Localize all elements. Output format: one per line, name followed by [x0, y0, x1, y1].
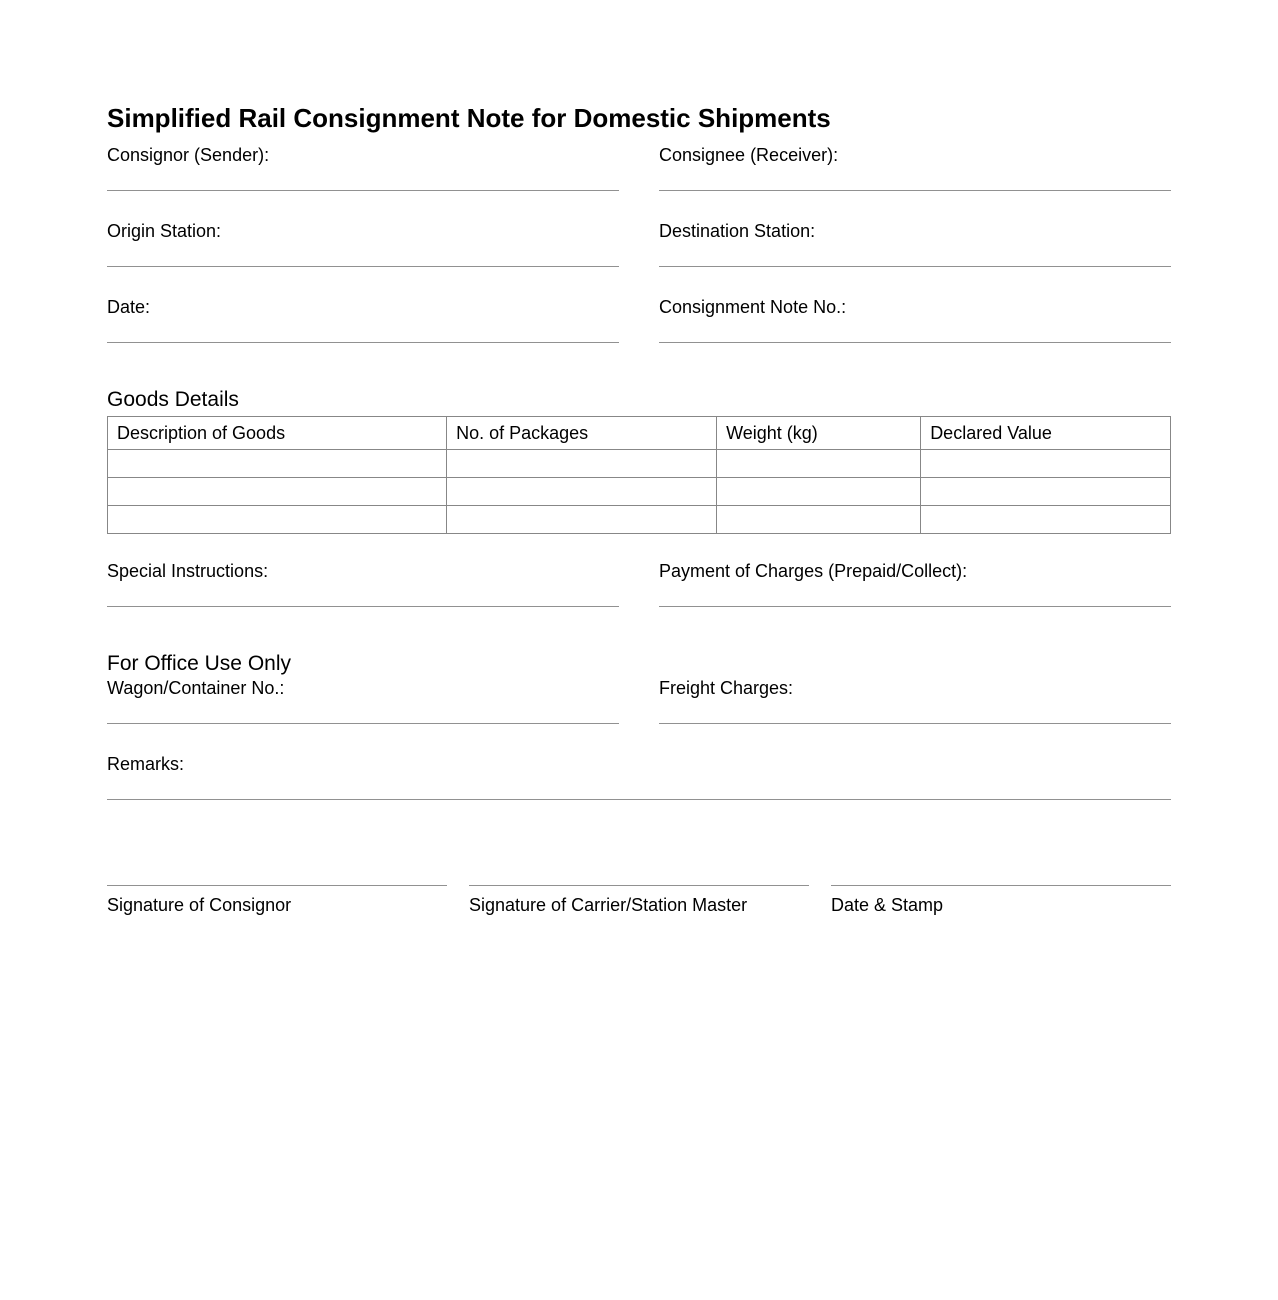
goods-col-declared-value: Declared Value [921, 417, 1171, 450]
consignee-fill-line [659, 190, 1171, 191]
date-label: Date: [107, 297, 151, 317]
goods-col-weight: Weight (kg) [717, 417, 921, 450]
date-fill-line [107, 342, 619, 343]
destination-station-field [659, 221, 1171, 267]
consignor-label: Consignor (Sender): [107, 145, 270, 165]
payment-of-charges-label: Payment of Charges (Prepaid/Collect): [659, 561, 968, 581]
carrier-signature-label: Signature of Carrier/Station Master [469, 895, 748, 915]
instructions-fields [107, 561, 1171, 607]
note-number-field [659, 297, 1171, 343]
origin-station-field [107, 221, 619, 267]
carrier-signature [469, 885, 809, 916]
goods-cell [447, 478, 717, 506]
office-use-heading: For Office Use Only [107, 652, 291, 675]
header-fields [107, 145, 1171, 343]
consignee-label: Consignee (Receiver): [659, 145, 839, 165]
consignee-field [659, 145, 1171, 191]
carrier-signature-line [469, 885, 809, 886]
origin-station-fill-line [107, 266, 619, 267]
special-instructions-fill-line [107, 606, 619, 607]
goods-table-row [108, 450, 1171, 478]
destination-station-label: Destination Station: [659, 221, 816, 241]
goods-cell [447, 506, 717, 534]
goods-cell [921, 506, 1171, 534]
freight-charges-label: Freight Charges: [659, 678, 794, 698]
goods-col-packages: No. of Packages [447, 417, 717, 450]
payment-of-charges-field [659, 561, 1171, 607]
goods-cell [921, 478, 1171, 506]
date-field [107, 297, 619, 343]
goods-cell [108, 478, 447, 506]
goods-cell [717, 478, 921, 506]
document-content [107, 0, 1171, 916]
freight-charges-field [659, 678, 1171, 724]
goods-table [107, 416, 1171, 534]
note-number-fill-line [659, 342, 1171, 343]
goods-cell [717, 450, 921, 478]
goods-cell [108, 506, 447, 534]
consignor-signature-label: Signature of Consignor [107, 895, 292, 915]
remarks-label: Remarks: [107, 754, 185, 774]
payment-of-charges-fill-line [659, 606, 1171, 607]
consignor-fill-line [107, 190, 619, 191]
goods-cell [447, 450, 717, 478]
goods-table-row [108, 478, 1171, 506]
consignor-signature-line [107, 885, 447, 886]
wagon-container-fill-line [107, 723, 619, 724]
office-fields [107, 678, 1171, 724]
goods-table-header-row [108, 417, 1171, 450]
goods-cell [108, 450, 447, 478]
date-stamp-label: Date & Stamp [831, 895, 944, 915]
consignor-field [107, 145, 619, 191]
freight-charges-fill-line [659, 723, 1171, 724]
special-instructions-field [107, 561, 619, 607]
date-stamp-signature [831, 885, 1171, 916]
goods-table-row [108, 506, 1171, 534]
goods-col-description: Description of Goods [108, 417, 447, 450]
remarks-fill-line [107, 799, 1171, 800]
date-stamp-line [831, 885, 1171, 886]
origin-station-label: Origin Station: [107, 221, 222, 241]
goods-cell [717, 506, 921, 534]
wagon-container-label: Wagon/Container No.: [107, 678, 285, 698]
goods-details-heading: Goods Details [107, 388, 239, 411]
signature-block [107, 885, 1171, 916]
remarks-field [107, 754, 1171, 800]
wagon-container-field [107, 678, 619, 724]
goods-cell [921, 450, 1171, 478]
form-title: Simplified Rail Consignment Note for Domestic Shipments [107, 103, 831, 133]
consignor-signature [107, 885, 447, 916]
special-instructions-label: Special Instructions: [107, 561, 269, 581]
note-number-label: Consignment Note No.: [659, 297, 847, 317]
destination-station-fill-line [659, 266, 1171, 267]
